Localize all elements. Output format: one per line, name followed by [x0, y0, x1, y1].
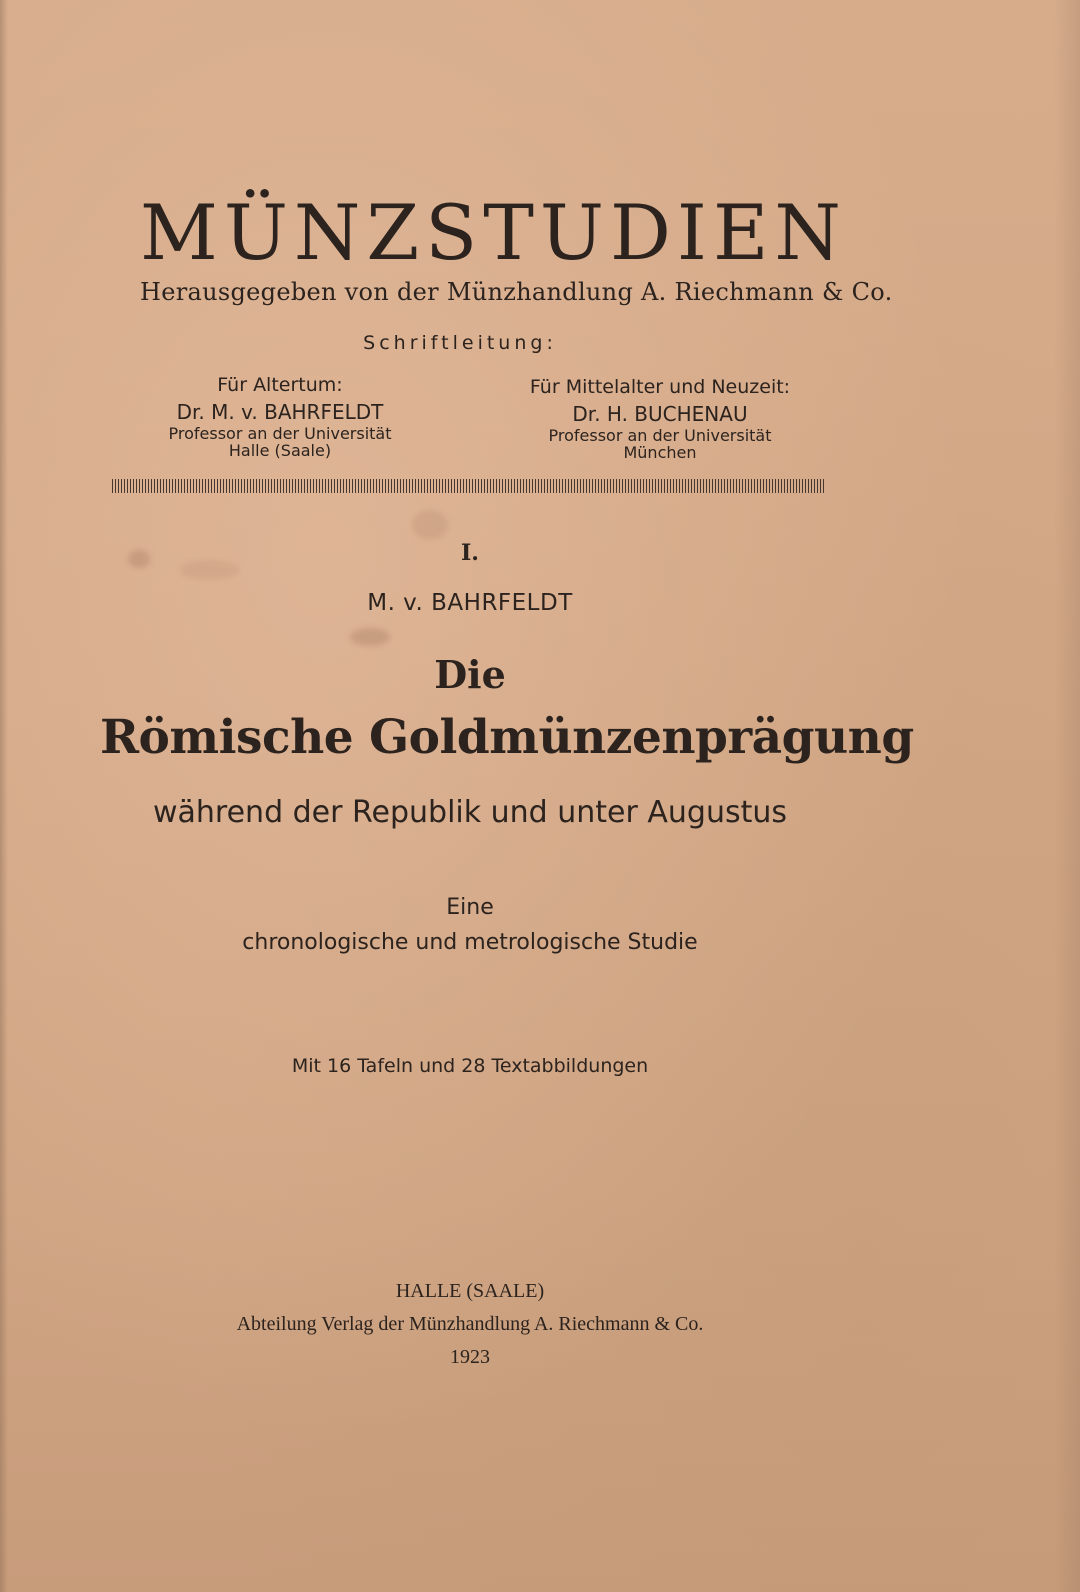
title-article: Die: [434, 652, 506, 697]
author-name: M. v. BAHRFELDT: [367, 590, 573, 616]
volume-number: I.: [461, 540, 479, 566]
series-title: MÜNZSTUDIEN: [140, 188, 847, 277]
editor-place: München: [623, 443, 697, 462]
paper-stain: [350, 628, 390, 646]
paper-stain: [180, 560, 240, 580]
page-edge-shadow-right: [1054, 0, 1080, 1592]
series-publisher-line: Herausgegeben von der Münzhandlung A. Riechmann & Co.: [140, 278, 893, 306]
editor-medieval-modern: [510, 375, 810, 461]
imprint-publisher: Abteilung Verlag der Münzhandlung A. Riechmann & Co.: [236, 1313, 704, 1335]
main-title: Römische Goldmünzenprägung: [100, 710, 914, 765]
description-line-2: chronologische und metrologische Studie: [242, 930, 698, 955]
page-edge-shadow-left: [0, 0, 8, 1592]
imprint-year: 1923: [450, 1346, 490, 1368]
editor-name: Dr. M. v. BAHRFELDT: [176, 400, 384, 424]
ornamental-rule: [112, 479, 824, 493]
plates-note: Mit 16 Tafeln und 28 Textabbildungen: [291, 1055, 649, 1077]
paper-stain: [412, 510, 448, 540]
editor-position: Professor an der Universität: [168, 424, 392, 443]
subtitle: während der Republik und unter Augustus: [152, 795, 787, 830]
editor-position: Professor an der Universität: [548, 426, 772, 445]
imprint-place: HALLE (SAALE): [395, 1280, 545, 1302]
editorship-label: Schriftleitung:: [363, 332, 557, 354]
editor-antiquity: [140, 373, 420, 459]
editor-name: Dr. H. BUCHENAU: [572, 402, 748, 426]
description-line-1: Eine: [446, 895, 494, 920]
editor-area: Für Mittelalter und Neuzeit:: [529, 376, 791, 398]
editor-area: Für Altertum:: [217, 374, 343, 396]
paper-stain: [128, 550, 150, 568]
editor-place: Halle (Saale): [228, 441, 332, 460]
